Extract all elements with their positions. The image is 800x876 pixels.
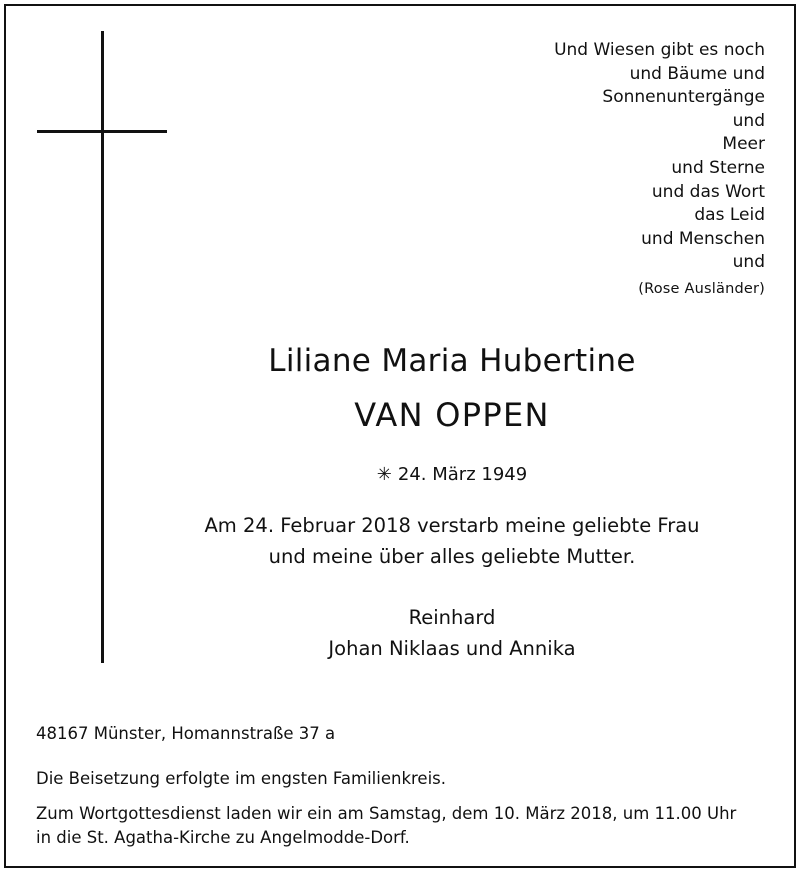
service-invitation (36, 802, 736, 850)
birth-star-icon: ✳ (376, 464, 392, 485)
address: 48167 Münster, Homannstraße 37 a (36, 724, 336, 743)
message-line: Am 24. Februar 2018 verstarb meine geliebte Frau (204, 514, 700, 537)
deceased-surname: VAN OPPEN (354, 396, 550, 434)
service-line: Zum Wortgottesdienst laden wir ein am Samstag, dem 10. März 2018, um 11.00 Uhr (36, 804, 737, 823)
service-line: in die St. Agatha-Kirche zu Angelmodde-Dorf. (36, 828, 410, 847)
cross-vertical-bar (101, 31, 104, 663)
poem-line: das Leid (694, 205, 765, 226)
obituary-notice (4, 4, 796, 868)
birth-line (172, 464, 732, 485)
poem-line: Und Wiesen gibt es noch (554, 40, 765, 60)
poem-author: (Rose Ausländer) (638, 280, 765, 297)
mourners (172, 602, 732, 664)
cross-horizontal-bar (37, 130, 167, 133)
death-message (172, 510, 732, 572)
poem-line: und das Wort (651, 181, 765, 202)
poem-line: und Sterne (671, 157, 765, 178)
mourner-name: Reinhard (408, 606, 496, 629)
mourner-name: Johan Niklaas und Annika (328, 637, 576, 660)
poem (554, 39, 765, 302)
poem-line: und Menschen (641, 228, 765, 249)
poem-line: und (732, 252, 765, 273)
burial-notice: Die Beisetzung erfolgte im engsten Familienkreis. (36, 769, 446, 788)
poem-line: Meer (722, 134, 765, 155)
poem-line: Sonnenuntergänge (602, 87, 765, 108)
poem-line: und (732, 110, 765, 131)
poem-line: und Bäume und (629, 63, 765, 84)
birth-date: 24. März 1949 (397, 464, 528, 485)
deceased-given-names: Liliane Maria Hubertine (268, 343, 636, 379)
message-line: und meine über alles geliebte Mutter. (268, 545, 636, 568)
